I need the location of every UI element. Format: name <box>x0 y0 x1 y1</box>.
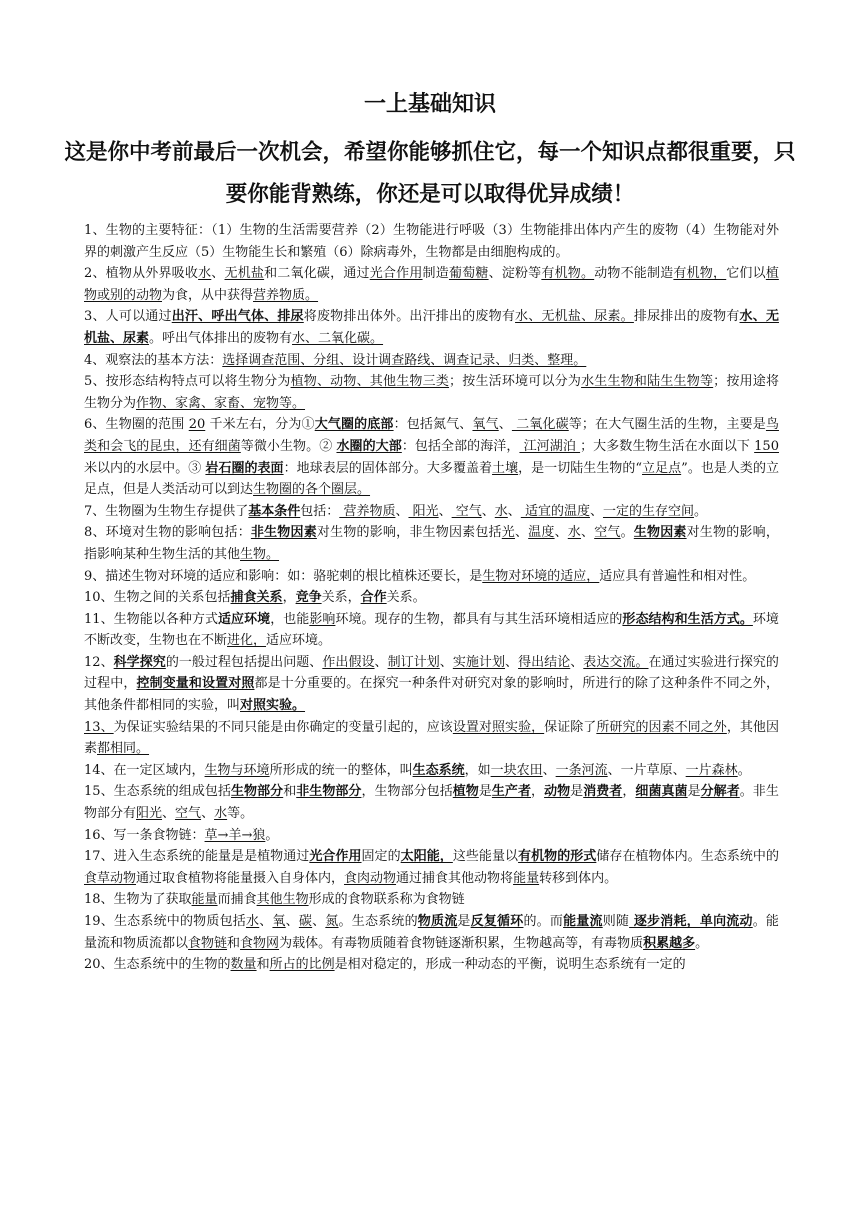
segment: 形成的食物联系称为食物链 <box>308 892 465 908</box>
segment: 阳光 <box>408 503 439 519</box>
knowledge-item <box>84 760 779 782</box>
segment: 立足点 <box>642 460 682 476</box>
segment: 植物、动物、其他生物三类 <box>290 374 450 390</box>
segment: 对生物的影响，指影响某种生物生活的其他 <box>84 525 779 562</box>
segment: 9、描述生物对环境的适应和影响：如：骆驼刺的根比植株还要长，是 <box>84 568 483 584</box>
segment: 关系， <box>321 590 361 606</box>
segment: 食草动物 <box>84 870 137 886</box>
knowledge-item <box>84 825 779 847</box>
segment: 则随 <box>602 914 630 929</box>
segment: 选择调查范围、分组、设计调查路线、调查记录、归类、整理。 <box>222 352 587 368</box>
knowledge-item <box>84 350 779 372</box>
segment: 20、生态系统中的生物的 <box>84 957 231 973</box>
knowledge-item <box>84 566 779 588</box>
segment: 实施计划 <box>452 654 506 670</box>
knowledge-item <box>84 846 779 889</box>
segment: 。能量流和物质流都以 <box>84 914 779 951</box>
segment: 。生态系统的 <box>338 914 418 929</box>
segment: 关系。 <box>386 590 426 606</box>
segment: 13、 <box>84 719 114 735</box>
segment: 碳 <box>298 914 313 929</box>
knowledge-item <box>84 263 779 306</box>
segment: 7、生物圈为生物生存提供了 <box>84 503 249 519</box>
segment: 、 <box>374 654 388 670</box>
segment: ；大多数生物生活在水面以下 <box>580 438 755 454</box>
segment: 形态结构和生活方式。 <box>622 611 753 627</box>
segment: 为食，从中获得 <box>162 287 254 303</box>
segment: 都相同。 <box>97 741 150 757</box>
segment: 、 <box>285 914 299 929</box>
segment: 表达交流。 <box>583 654 649 670</box>
segment: 作出假设 <box>322 654 375 670</box>
segment: 生产者 <box>491 784 532 800</box>
segment: 固定的 <box>361 849 401 865</box>
knowledge-item <box>84 371 779 414</box>
segment: 物质流 <box>417 914 458 929</box>
segment: 进化， <box>227 633 267 649</box>
knowledge-item <box>84 306 779 349</box>
segment: 的。而 <box>523 914 564 929</box>
segment: 大气圈的底部 <box>314 417 394 433</box>
segment: 积累越多 <box>643 935 696 951</box>
segment: 、 <box>162 806 176 822</box>
segment: 都是十分重要的。在探究一种条件对研究对象的影响时，所进行的除了这种条件不同之外，其他条件都相同的实验，叫 <box>84 676 779 714</box>
segment: 无机盐 <box>224 266 265 282</box>
segment: 、 <box>507 503 521 519</box>
segment: 食物网 <box>240 935 280 951</box>
segment: 反复循环 <box>470 914 524 929</box>
segment: 制造 <box>422 266 449 282</box>
segment: 、 <box>201 806 215 822</box>
segment: 空气 <box>594 525 621 541</box>
segment: 包括： <box>300 503 340 519</box>
segment: 光 <box>501 525 515 541</box>
segment: 11、生物能以各种方式 <box>84 611 218 627</box>
segment: 通过捕食其他动物将 <box>396 870 514 886</box>
segment: 、 <box>554 525 568 541</box>
segment: 适应环境。 <box>266 633 332 649</box>
segment: 、 <box>211 266 225 282</box>
segment: 适应具有普遍性和相对性。 <box>599 568 756 584</box>
segment: 。 <box>265 827 279 843</box>
segment: 基本条件 <box>248 503 301 519</box>
segment: 水 <box>246 914 260 929</box>
segment: 逐步消耗，单向流动 <box>629 914 753 929</box>
segment: 数量 <box>230 957 257 973</box>
segment: 水、无机盐、尿素 <box>84 309 779 346</box>
segment: 2、植物从外界吸收 <box>84 266 199 282</box>
segment: 等。 <box>227 806 254 822</box>
segment: 将废物排出体外。出汗排出的废物有 <box>303 309 516 325</box>
segment: 而捕食 <box>217 892 257 908</box>
knowledge-item <box>84 911 779 954</box>
segment: 对生物的影响，非生物因素包括 <box>316 525 502 541</box>
knowledge-item <box>84 414 779 500</box>
segment: 、 <box>542 762 556 778</box>
segment: 和二氧化碳，通过 <box>264 266 370 282</box>
knowledge-item <box>84 522 779 565</box>
segment: 所形成的统一的整体，叫 <box>269 762 413 778</box>
segment: 环境。现存的生物，都具有与其生活环境相适应的 <box>335 611 623 627</box>
segment: 在通过实验进行探究的过程中， <box>84 654 779 692</box>
segment: ， <box>622 784 636 800</box>
segment: ：地球表层的固体部分。大多覆盖着 <box>283 460 493 476</box>
segment: 植物或别的动物 <box>84 266 779 303</box>
segment: 环境不断改变，生物也在不断 <box>84 611 779 649</box>
segment: 、淀粉等 <box>488 266 542 282</box>
segment: 。 <box>695 935 709 951</box>
segment: 营养物质。 <box>253 287 319 303</box>
segment: 、 <box>514 525 529 541</box>
knowledge-item <box>84 587 779 609</box>
segment: 。 <box>737 762 751 778</box>
segment: 水 <box>494 503 508 519</box>
segment: 江河湖泊 <box>519 438 581 454</box>
segment: ，是一切陆生生物的“ <box>518 460 643 476</box>
segment: 水、二氧化碳。 <box>292 330 384 346</box>
segment: 千米左右，分为① <box>205 417 315 433</box>
segment: 葡萄糖 <box>448 266 489 282</box>
knowledge-item <box>84 220 779 263</box>
segment: 动物不能制造 <box>594 266 674 282</box>
segment: 、 <box>505 654 519 670</box>
segment: 能量 <box>191 892 218 908</box>
segment: 非生物部分 <box>296 784 362 800</box>
segment: 、 <box>481 503 495 519</box>
segment: 生物。 <box>240 546 280 562</box>
segment: 营养物质 <box>339 503 396 519</box>
segment: 是 <box>478 784 492 800</box>
page-title: 一上基础知识 <box>363 92 496 117</box>
segment: 、 <box>259 914 273 929</box>
segment: 转移到体内。 <box>539 870 618 886</box>
segment: ”。也是人类的立足点，但是人类活动可以到达 <box>84 460 779 498</box>
segment: 、 <box>570 654 584 670</box>
segment: ；按用途将生物分为 <box>84 374 779 411</box>
segment: 有机物的形式 <box>518 849 597 865</box>
segment: 等；在大气圈生活的生物，主要是 <box>568 417 766 433</box>
segment: 氧 <box>272 914 286 929</box>
segment: 、 <box>589 503 603 519</box>
segment: ，也能 <box>270 611 310 627</box>
segment: 保证除了 <box>544 719 597 735</box>
segment: 一片森林 <box>685 762 738 778</box>
segment: 植物 <box>452 784 479 800</box>
segment: 是 <box>570 784 584 800</box>
segment: 食肉动物 <box>344 870 397 886</box>
segment: 是 <box>457 914 471 929</box>
segment: 生物因素 <box>633 525 687 541</box>
knowledge-item <box>84 501 779 523</box>
segment: 和 <box>256 957 270 973</box>
segment: 消费者 <box>583 784 623 800</box>
segment: 19、生态系统中的物质包括 <box>84 914 247 929</box>
segment: 捕食关系 <box>230 590 283 606</box>
segment: 光合作用 <box>309 849 362 865</box>
segment: 1、生物的主要特征：（1）生物的生活需要营养（2）生物能进行呼吸（3）生物能排出体内产生的废物（4）生物能对外界的刺激产生反应（5）生物能生长和繁殖（6）除病毒外，生物都是由细胞构成的。 <box>84 223 779 260</box>
segment: 有机物。 <box>541 266 595 282</box>
segment: 16、写一条食物链： <box>84 827 205 843</box>
segment: 有机物， <box>673 266 727 282</box>
segment: 6、生物圈的范围 <box>84 417 189 433</box>
segment: 10、生物之间的关系包括 <box>84 590 231 606</box>
knowledge-item <box>84 609 779 652</box>
segment: 为保证实验结果的不同只能是由你确定的变量引起的，应该 <box>113 719 453 735</box>
segment: 非生物因素 <box>250 525 317 541</box>
segment: 4、观察法的基本方法： <box>84 352 223 368</box>
segment: 岩石圈的表面 <box>205 460 284 476</box>
segment: 设置对照实验， <box>452 719 545 735</box>
segment: 温度 <box>528 525 555 541</box>
segment: 米以内的水层中。③ <box>84 460 206 476</box>
segment: 水 <box>198 266 212 282</box>
segment: 竞争 <box>295 590 322 606</box>
segment: 出汗、呼出气体、排尿 <box>171 309 304 325</box>
segment: 5、按形态结构特点可以将生物分为 <box>84 374 291 390</box>
segment: 一条河流 <box>555 762 608 778</box>
segment: 15、生态系统的组成包括 <box>84 784 232 800</box>
segment: 。非生物部分有 <box>84 784 779 822</box>
segment: 所研究的因素不同之外 <box>596 719 727 735</box>
segment: 。 <box>620 525 634 541</box>
segment: 的一般过程包括提出问题、 <box>165 654 323 670</box>
segment: 适宜的温度 <box>520 503 590 519</box>
segment: 生物与环境 <box>204 762 270 778</box>
segment: 科学探究 <box>113 654 166 670</box>
segment: 水生生物和陆生生物等 <box>581 374 714 390</box>
segment: 排尿排出的废物有 <box>633 309 740 325</box>
segment: 14、在一定区域内， <box>84 762 205 778</box>
segment: 通过取食植物将能量摄入自身体内， <box>136 870 345 886</box>
knowledge-item <box>84 954 779 976</box>
segment: 。呼出气体排出的废物有 <box>149 330 293 346</box>
segment: 分解者 <box>700 784 740 800</box>
segment: 所占的比例 <box>269 957 335 973</box>
segment: 空气 <box>175 806 202 822</box>
segment: 、 <box>312 914 326 929</box>
segment: 等微小生物。② <box>240 438 337 454</box>
segment: 能量流 <box>563 914 603 929</box>
segment: 水 <box>214 806 228 822</box>
segment: 阳光 <box>136 806 163 822</box>
segment: 3、人可以通过 <box>84 309 172 325</box>
segment: 食物链 <box>188 935 228 951</box>
segment: 、 <box>580 525 595 541</box>
segment: 一块农田 <box>490 762 543 778</box>
knowledge-item <box>84 781 779 824</box>
segment: ， <box>282 590 296 606</box>
knowledge-item <box>84 889 779 911</box>
page-subtitle: 这是你中考前最后一次机会，希望你能够抓住它，每一个知识点都很重要，只要你能背熟练，你还是可以取得优异成绩！ <box>64 140 796 207</box>
segment: 其他生物 <box>256 892 309 908</box>
segment: ，如 <box>464 762 491 778</box>
segment: 和 <box>283 784 297 800</box>
segment: 。 <box>693 503 707 519</box>
segment: 光合作用 <box>369 266 423 282</box>
segment: 生物对环境的适应， <box>482 568 600 584</box>
segment: 影响 <box>309 611 336 627</box>
segment: 水圈的大部 <box>336 438 402 454</box>
segment: 20 <box>188 417 206 433</box>
segment: 和 <box>227 935 241 951</box>
segment: 生物部分 <box>231 784 284 800</box>
segment: 它们以 <box>726 266 766 282</box>
segment: 能量 <box>513 870 540 886</box>
segment: 150 <box>754 438 779 454</box>
segment: 是 <box>687 784 701 800</box>
segment: 制订计划 <box>387 654 440 670</box>
segment: 这些能量以 <box>452 849 519 865</box>
segment: 对照实验。 <box>240 698 306 714</box>
segment: ；按生活环境可以分为 <box>449 374 582 390</box>
segment: 控制变量和设置对照 <box>136 676 255 692</box>
segment: 动物 <box>544 784 571 800</box>
segment: 储存在植物体内。生态系统中的 <box>596 849 779 865</box>
segment: 得出结论 <box>518 654 571 670</box>
segment: 12、 <box>84 654 114 670</box>
knowledge-item <box>84 717 779 760</box>
segment: 水 <box>567 525 581 541</box>
segment: 18、生物为了获取 <box>84 892 192 908</box>
segment: 作物、家禽、家畜、宠物等。 <box>136 395 306 411</box>
segment: 17、进入生态系统的能量是是植物通过 <box>84 849 310 865</box>
segment: 鸟类和会飞的昆虫，还有细菌 <box>84 417 779 454</box>
segment: 生物圈的各个圈层。 <box>253 482 371 498</box>
segment: 、 <box>438 503 452 519</box>
segment: 为载体。有毒物质随着食物链逐渐积累，生物越高等，有毒物质 <box>279 935 644 951</box>
segment: 、 <box>395 503 409 519</box>
segment: 、一片草原、 <box>607 762 686 778</box>
segment: 、 <box>439 654 453 670</box>
segment: ， <box>531 784 545 800</box>
segment: 、 <box>498 417 512 433</box>
segment: 氮 <box>325 914 339 929</box>
knowledge-list <box>84 220 779 976</box>
segment: 生态系统 <box>412 762 465 778</box>
segment: 8、环境对生物的影响包括： <box>84 525 251 541</box>
segment: 一定的生存空间 <box>602 503 694 519</box>
segment: ：包括全部的海洋， <box>401 438 520 454</box>
segment: 细菌真菌 <box>635 784 688 800</box>
segment: 合作 <box>360 590 387 606</box>
segment: 氧气 <box>472 417 499 433</box>
segment: 土壤 <box>492 460 519 476</box>
segment: 二氧化碳 <box>511 417 569 433</box>
segment: ，生物部分包括 <box>361 784 453 800</box>
segment: 太阳能， <box>400 849 453 865</box>
knowledge-item <box>84 652 779 717</box>
segment: 适应环境 <box>218 611 271 627</box>
segment: 草→羊→狼 <box>204 827 266 843</box>
segment: 是相对稳定的，形成一种动态的平衡，说明生态系统有一定的 <box>334 957 686 973</box>
segment: ，其他因素 <box>84 719 779 757</box>
segment: ：包括氮气、 <box>393 417 473 433</box>
segment: 水、无机盐、尿素。 <box>515 309 634 325</box>
segment: 空气 <box>451 503 482 519</box>
